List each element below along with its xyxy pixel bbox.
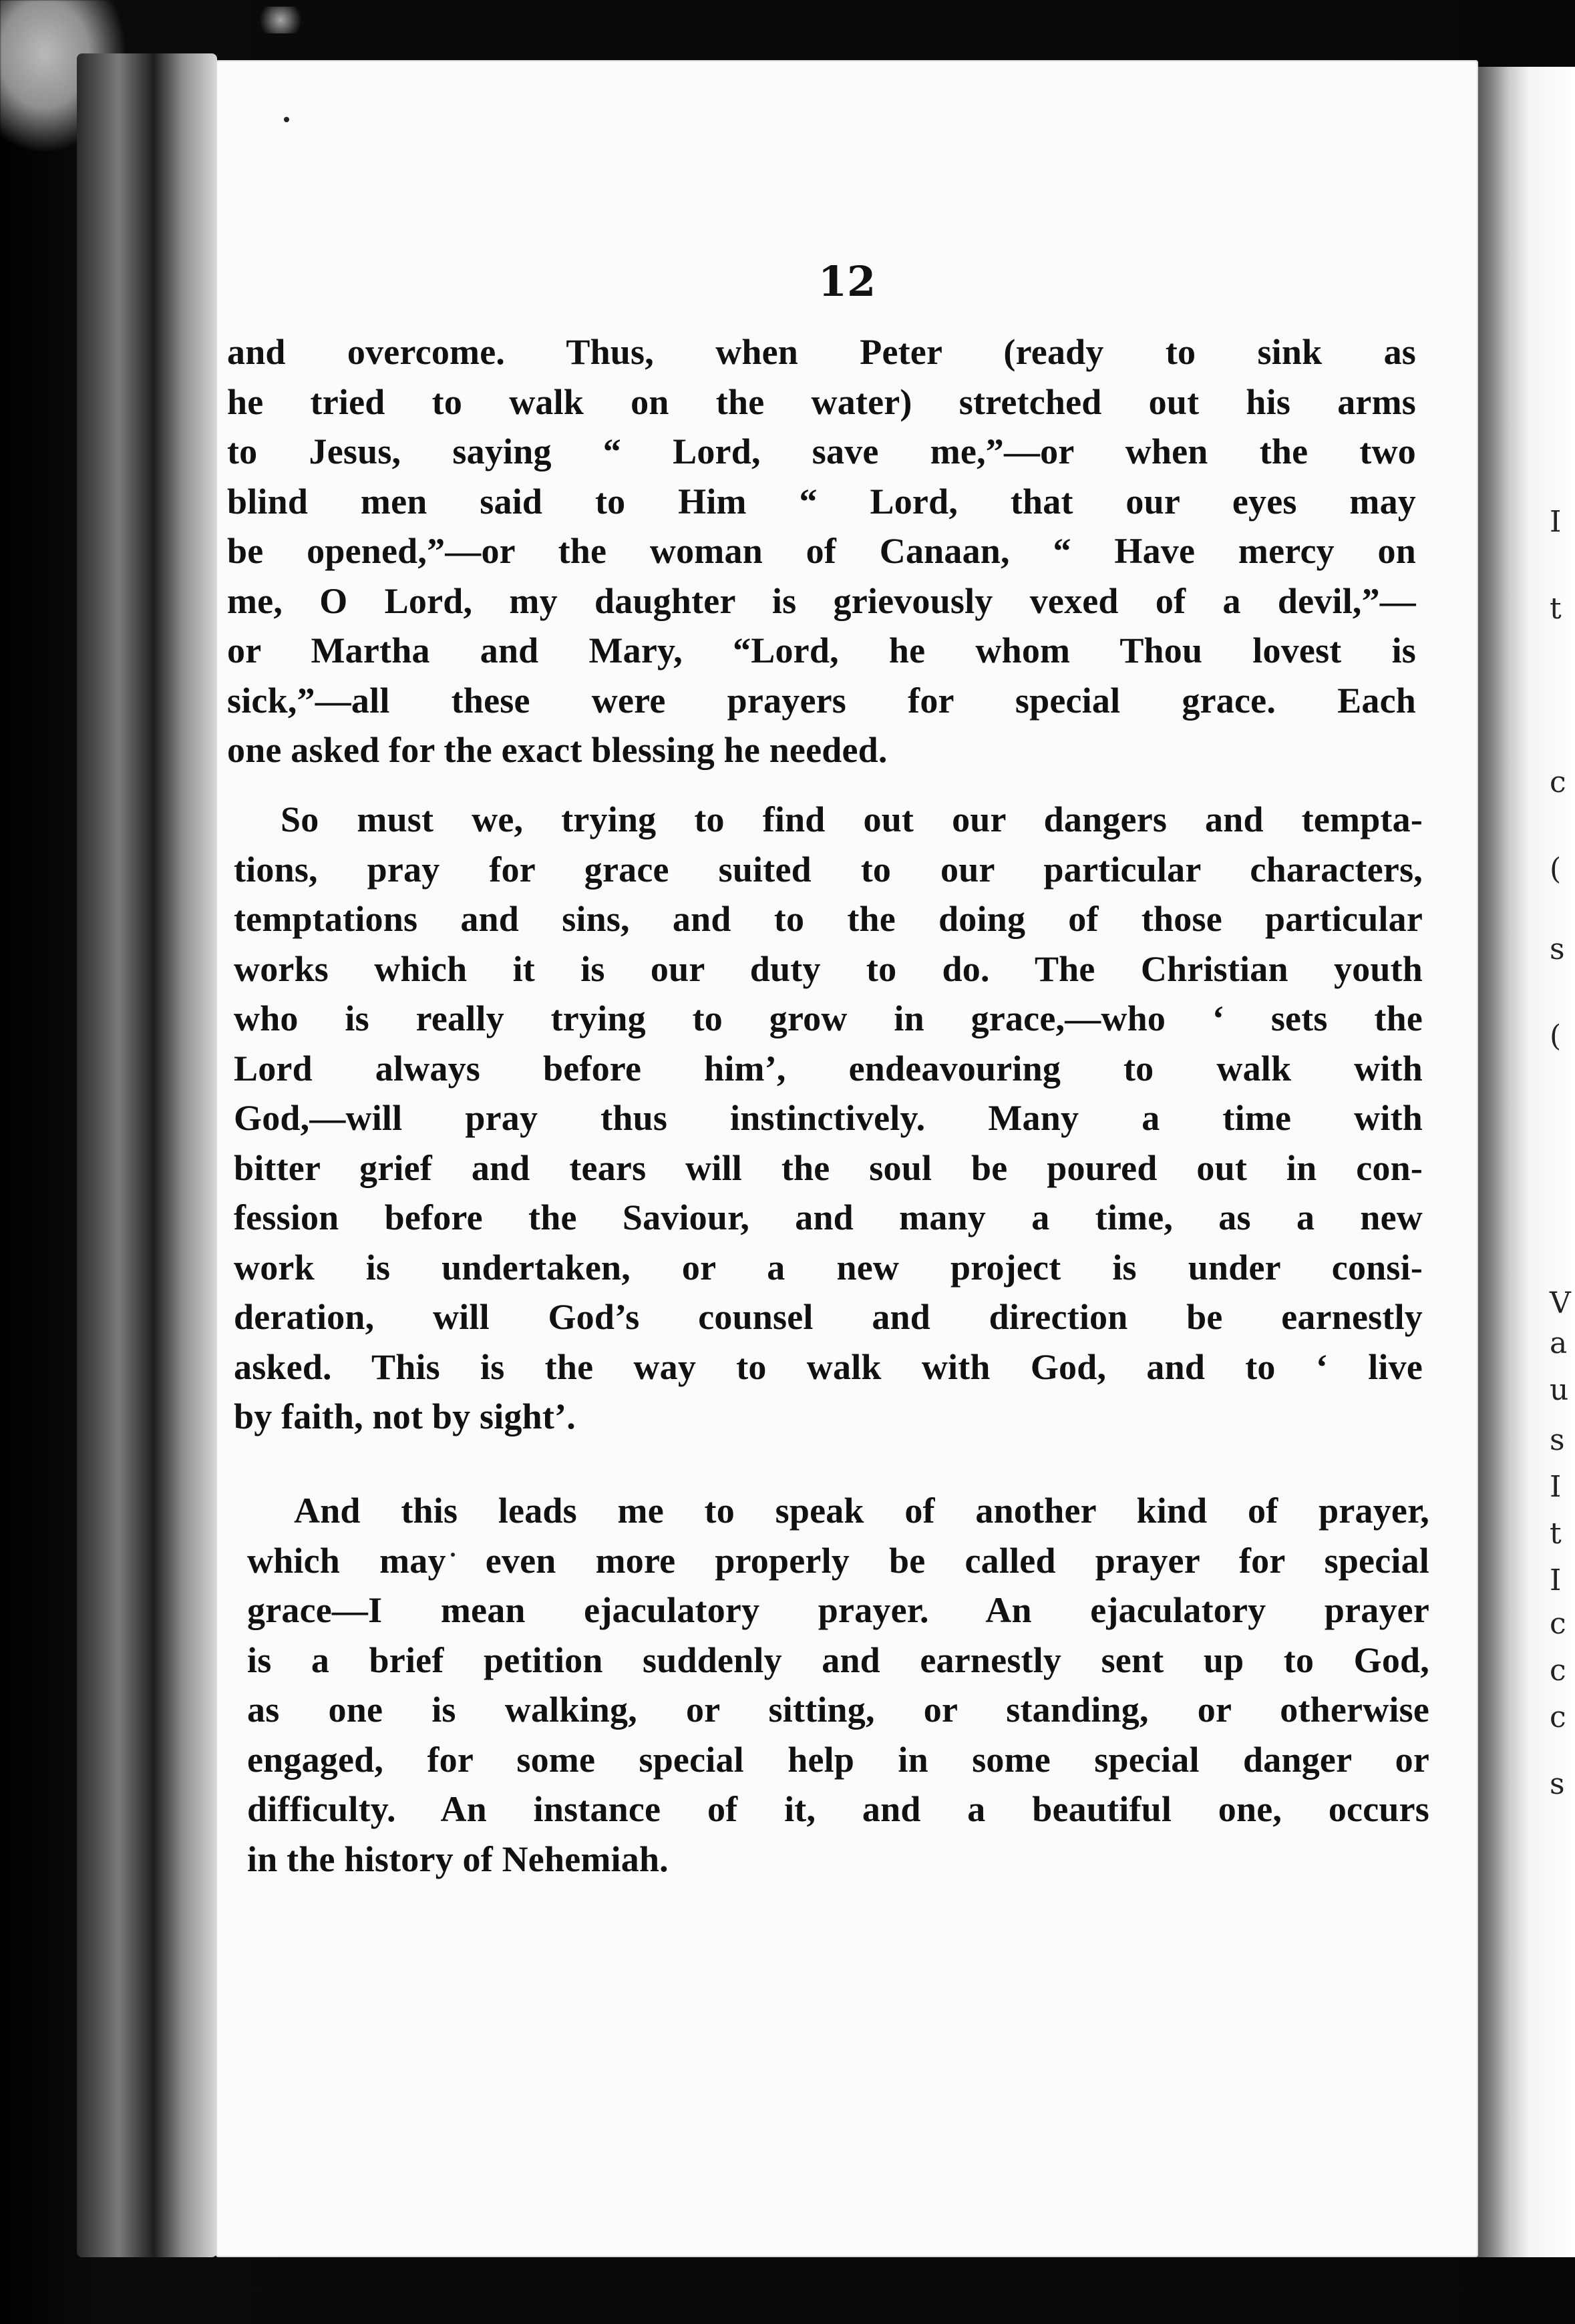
facing-page-letter: a <box>1550 1326 1568 1360</box>
facing-page-letter: V <box>1550 1286 1571 1320</box>
facing-page-letter: s <box>1550 932 1565 966</box>
text-line: difficulty. An instance of it, and a beautiful one, occurs <box>247 1789 1429 1829</box>
text-line: asked. This is the way to walk with God, and to ‘ live <box>234 1346 1423 1387</box>
text-line: in the history of Nehemiah. <box>247 1838 669 1879</box>
text-line: tions, pray for grace suited to our particular characters, <box>234 849 1423 890</box>
text-line: works which it is our duty to do. The Christian youth <box>234 948 1423 989</box>
paragraph <box>247 1486 1429 1884</box>
text-line: be opened,”—or the woman of Canaan, “ Have mercy on <box>227 531 1416 571</box>
text-line: he tried to walk on the water) stretched out his arms <box>227 381 1416 422</box>
facing-page-letter: s <box>1550 1767 1565 1801</box>
text-line: deration, will God’s counsel and direction be earnestly <box>234 1297 1423 1337</box>
text-line: work is undertaken, or a new project is under consi- <box>234 1247 1423 1288</box>
text-line: And this leads me to speak of another kind of prayer, <box>294 1491 1429 1531</box>
facing-page-letter: s <box>1550 1423 1565 1457</box>
facing-page-letter: ( <box>1550 1019 1562 1053</box>
text-line: me, O Lord, my daughter is grievously vexed of a devil,”— <box>227 580 1416 621</box>
text-line: to Jesus, saying “ Lord, save me,”—or when the two <box>227 431 1416 471</box>
facing-page-letter: t <box>1550 1517 1562 1551</box>
facing-page-letter: I <box>1550 505 1562 539</box>
facing-page-letter: I <box>1550 1563 1562 1597</box>
facing-page-letter: ( <box>1550 852 1562 886</box>
text-line: Lord always before him’, endeavouring to walk with <box>234 1048 1423 1089</box>
paragraph <box>227 327 1416 775</box>
text-line: and overcome. Thus, when Peter (ready to sink as <box>227 332 1416 372</box>
page-number: 12 <box>818 257 876 306</box>
text-line: who is really trying to grow in grace,—who ‘ sets the <box>234 998 1423 1038</box>
text-line: or Martha and Mary, “Lord, he whom Thou lovest is <box>227 630 1416 670</box>
facing-page-letter: t <box>1550 592 1562 626</box>
facing-page-letter: c <box>1550 765 1566 799</box>
text-line: is a brief petition suddenly and earnestly sent up to God, <box>247 1639 1429 1680</box>
paragraph <box>234 795 1423 1442</box>
facing-page-letter: c <box>1550 1700 1566 1734</box>
text-line: by faith, not by sight’. <box>234 1396 576 1436</box>
text-line: bitter grief and tears will the soul be poured out in con- <box>234 1147 1423 1188</box>
scan-speck <box>284 117 289 122</box>
facing-page-letter: c <box>1550 1654 1566 1688</box>
scan-artifact <box>254 7 307 33</box>
right-page-stack <box>1473 67 1575 2257</box>
text-line: which may even more properly be called prayer for special <box>247 1540 1429 1581</box>
text-line: temptations and sins, and to the doing of those particular <box>234 899 1423 939</box>
text-line: one asked for the exact blessing he needed. <box>227 730 888 770</box>
text-line: engaged, for some special help in some special danger or <box>247 1739 1429 1780</box>
text-line: as one is walking, or sitting, or standing, or otherwise <box>247 1690 1429 1730</box>
text-line: blind men said to Him “ Lord, that our eyes may <box>227 481 1416 522</box>
text-line: fession before the Saviour, and many a time, as a new <box>234 1197 1423 1237</box>
text-line: grace—I mean ejaculatory prayer. An ejaculatory prayer <box>247 1590 1429 1630</box>
text-line: God,—will pray thus instinctively. Many a time with <box>234 1098 1423 1138</box>
text-line: So must we, trying to find out our dangers and tempta- <box>281 799 1423 839</box>
left-page-stack <box>77 53 217 2257</box>
facing-page-letter: c <box>1550 1607 1566 1641</box>
facing-page-letter: I <box>1550 1470 1562 1504</box>
facing-page-letter: u <box>1550 1373 1569 1407</box>
text-line: sick,”—all these were prayers for special grace. Each <box>227 680 1416 721</box>
